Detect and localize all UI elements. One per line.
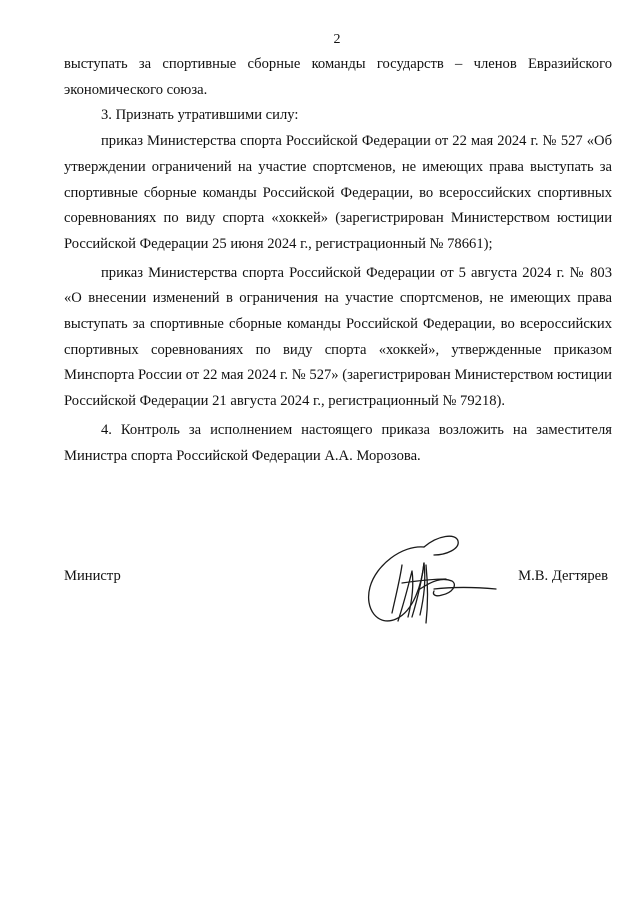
signature-block — [64, 568, 612, 598]
signatory-position: Министр — [64, 568, 121, 584]
paragraph-order-803: приказ Министерства спорта Российской Федерации от 5 августа 2024 г. № 803 «О внесении изменений в ограничения на участие спортсменов, не имеющих права выступать за спортивные сборные команды Российской Федерации, во всероссийских спортивных соревнованиях по виду спорта «хоккей», утвержденные приказом Минспорта России от 22 мая 2024 г. № 527» (зарегистрирован Министерством юстиции Российской Федерации 21 августа 2024 г., регистрационный № 79218). — [64, 264, 612, 410]
paragraph-order-527: приказ Министерства спорта Российской Федерации от 22 мая 2024 г. № 527 «Об утверждении ограничений на участие спортсменов, не имеющих права выступать за спортивные сборные команды Российской Федерации, во всероссийских спортивных соревнованиях по виду спорта «хоккей» (зарегистрирован Министерством юстиции Российской Федерации 25 июня 2024 г., регистрационный № 78661); — [64, 133, 612, 252]
page-number: 2 — [333, 32, 341, 47]
paragraph-continuation: выступать за спортивные сборные команды государств – членов Евразийского экономического союза. — [64, 56, 612, 98]
handwritten-signature — [362, 525, 512, 630]
document-body — [64, 52, 612, 469]
paragraph-item-4: 4. Контроль за исполнением настоящего приказа возложить на заместителя Министра спорта Российской Федерации А.А. Морозова. — [64, 421, 612, 464]
paragraph-item-3: 3. Признать утратившими силу: — [101, 107, 299, 124]
signatory-name: М.В. Дегтярев — [518, 568, 608, 584]
